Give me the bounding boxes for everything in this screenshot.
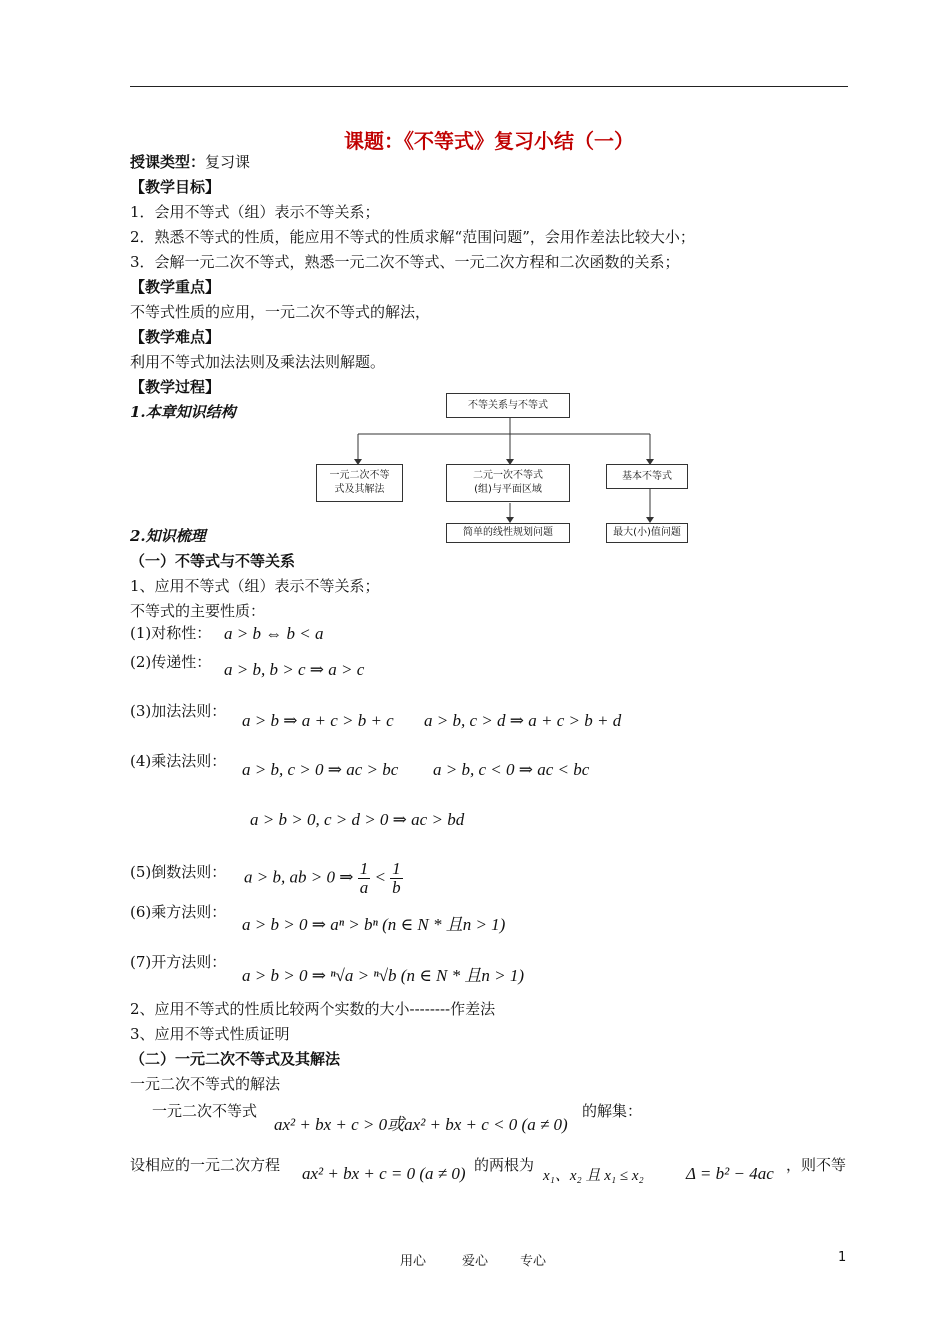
- property-label: (6)乘方法则：: [130, 903, 227, 921]
- sub2-l3-pre: 设相应的一元二次方程: [130, 1156, 281, 1174]
- sub2-line: 一元二次不等式的解法: [130, 1075, 281, 1093]
- goals-heading: 【教学目标】: [130, 178, 221, 196]
- sub1-line: 1、应用不等式（组）表示不等关系；: [130, 577, 380, 595]
- property-label: (4)乘法法则：: [130, 752, 227, 770]
- footer-right: 专心: [520, 1254, 547, 1269]
- property-formula: a > b ⇔ b < a: [224, 624, 324, 643]
- key-heading: 【教学重点】: [130, 278, 221, 296]
- sub1-after: 2、应用不等式的性质比较两个实数的大小--------作差法: [130, 1000, 496, 1018]
- denominator: b: [392, 878, 401, 897]
- page-number: 1: [838, 1250, 847, 1265]
- footer-middle: 爱心: [462, 1254, 489, 1269]
- lesson-type-label: 授课类型：: [130, 153, 206, 171]
- diagram-max-min: 最大(小)值问题: [606, 523, 688, 543]
- quadratic-inequality-formula: ax² + bx + c > 0或ax² + bx + c < 0 (a ≠ 0): [274, 1115, 568, 1134]
- property-formula: a > b ⇒ a + c > b + c: [242, 711, 394, 730]
- goal-item: 3．会解一元二次不等式，熟悉一元二次不等式、一元二次方程和二次函数的关系；: [130, 253, 680, 271]
- denominator: a: [359, 878, 369, 897]
- key-text: 不等式性质的应用，一元二次不等式的解法，: [130, 303, 431, 321]
- numerator: 1: [359, 859, 369, 878]
- footer-left: 用心: [400, 1254, 427, 1269]
- page-title: 课题：《不等式》复习小结（一）: [344, 129, 634, 153]
- goal-item: 2．熟悉不等式的性质，能应用不等式的性质求解“范围问题”，会用作差法比较大小；: [130, 228, 695, 246]
- quadratic-equation-formula: ax² + bx + c = 0 (a ≠ 0): [302, 1164, 466, 1183]
- diagram-child-quadratic: 一元二次不等 式及其解法: [316, 464, 403, 502]
- sub2-l3-mid: 的两根为: [474, 1156, 535, 1174]
- property-formula: a > b, c > d ⇒ a + c > b + d: [424, 711, 622, 730]
- sub2-l2-post: 的解集：: [582, 1102, 643, 1120]
- property-label: (2)传递性：: [130, 653, 212, 671]
- part2-heading: 2.知识梳理: [130, 527, 206, 545]
- fraction-1-over-b: [390, 860, 403, 897]
- roots-formula: x₁、x₂ 且 x₁ ≤ x₂: [543, 1168, 644, 1184]
- property-label: (3)加法法则：: [130, 702, 227, 720]
- diagram-child-linear: 二元一次不等式 (组)与平面区域: [446, 464, 570, 502]
- part1-heading: 1.本章知识结构: [130, 403, 236, 421]
- discriminant-formula: Δ = b² − 4ac: [686, 1164, 774, 1183]
- sub1-heading: （一）不等式与不等关系: [130, 552, 296, 570]
- lesson-type: [130, 152, 250, 172]
- sub2-l2-pre: 一元二次不等式: [152, 1102, 258, 1120]
- sub2-heading: （二）一元二次不等式及其解法: [130, 1050, 341, 1068]
- sub1-after: 3、应用不等式性质证明: [130, 1025, 290, 1043]
- top-rule: [130, 86, 848, 87]
- property-formula: a > b > 0 ⇒ ⁿ√a > ⁿ√b (n ∈ N * 且n > 1): [242, 966, 524, 985]
- property-formula: a > b, c > 0 ⇒ ac > bc: [242, 760, 399, 779]
- difficulty-heading: 【教学难点】: [130, 328, 221, 346]
- sub2-l3-post: ，则不等: [786, 1156, 847, 1174]
- property-formula: a > b, c < 0 ⇒ ac < bc: [433, 760, 590, 779]
- goal-item: 1．会用不等式（组）表示不等关系；: [130, 203, 380, 221]
- property-label: (7)开方法则：: [130, 953, 227, 971]
- property-formula: a > b > 0, c > d > 0 ⇒ ac > bd: [250, 810, 465, 829]
- difficulty-text: 利用不等式加法法则及乘法法则解题。: [130, 353, 386, 371]
- fraction-1-over-a: [358, 860, 371, 897]
- property-label: (1)对称性：: [130, 624, 212, 642]
- diagram-linear-programming: 简单的线性规划问题: [446, 523, 570, 543]
- property-label: (5)倒数法则：: [130, 863, 227, 881]
- reciprocal-premise: a > b, ab > 0 ⇒: [244, 867, 354, 887]
- numerator: 1: [392, 859, 401, 878]
- lesson-type-value: 复习课: [205, 153, 251, 171]
- less-than: <: [374, 867, 386, 887]
- diagram-root: 不等关系与不等式: [446, 393, 570, 418]
- property-formula: a > b > 0 ⇒ aⁿ > bⁿ (n ∈ N * 且n > 1): [242, 915, 506, 934]
- diagram-child-basic: 基本不等式: [606, 464, 688, 489]
- property-formula: a > b, b > c ⇒ a > c: [224, 660, 365, 679]
- property-formula: [244, 860, 403, 897]
- sub1-line: 不等式的主要性质：: [130, 602, 266, 620]
- process-heading: 【教学过程】: [130, 378, 221, 396]
